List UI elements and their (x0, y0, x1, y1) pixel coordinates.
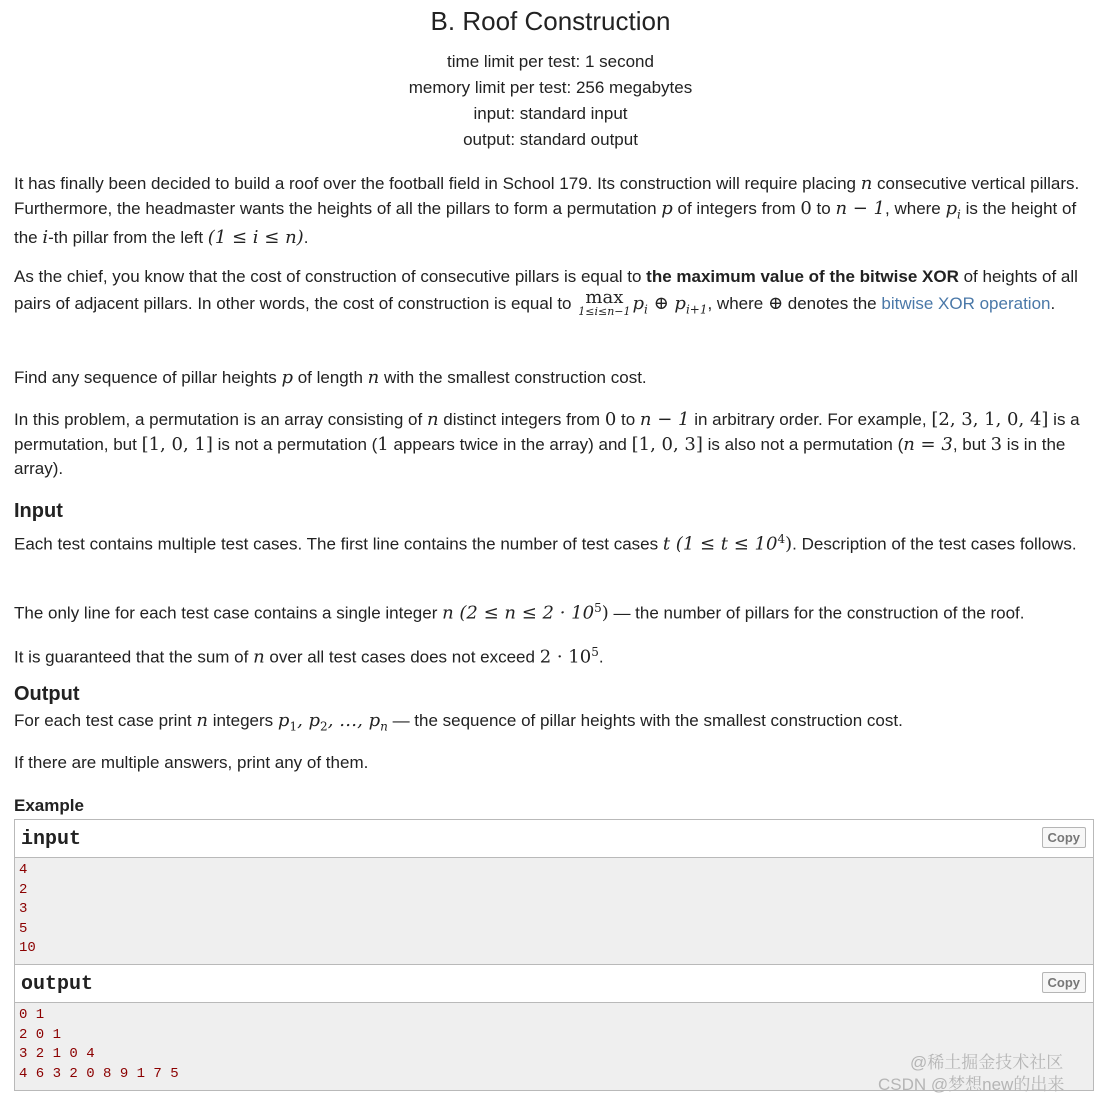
output-line: 2 0 1 (19, 1026, 62, 1043)
example-input-content (15, 858, 1093, 963)
example-input-label: input (21, 828, 82, 851)
bitwise-xor-link[interactable]: bitwise XOR operation (881, 294, 1051, 313)
example-input-header (15, 820, 1093, 858)
problem-title: B. Roof Construction (430, 6, 671, 36)
output-line: 3 2 1 0 4 (19, 1046, 95, 1062)
example-output-label: output (21, 973, 94, 996)
memory-limit: memory limit per test: 256 megabytes (408, 78, 693, 97)
watermark-csdn: CSDN @梦想new的出来 (878, 1075, 1065, 1094)
time-limit: time limit per test: 1 second (447, 52, 654, 71)
statement-paragraph-2: As the chief, you know that the cost of construction of consecutive pillars is equal to the maximum value of the bitwise XOR of heights of all pairs of adjacent pillars. In other words, the cost of construction is equal to max 1≤i≤n−1 $p_i$ ⊕ $p_{i+1}$, where ⊕ denotes the bitwise XOR operation. (14, 267, 1078, 318)
copy-output-button[interactable]: Copy (1042, 972, 1087, 993)
input-line: 2 (19, 881, 28, 898)
input-paragraph-1: Each test contains multiple test cases. The first line contains the number of test cases t $(1 \le t \le 10^4)$. Description of the test cases follows. (14, 532, 1077, 555)
input-spec: input: standard input (473, 104, 628, 123)
example-input-box (14, 819, 1094, 965)
statement-paragraph-1: It has finally been decided to build a roof over the football field in School 179. Its construction will require placing n consecutive vertical pillars. Furthermore, the headmaster wants the heights of all the pillars to form a permutation p of integers from 0 to n − 1, where $p_i$ is the height of the i-th pillar from the left (1 ≤ i ≤ n). (14, 173, 1080, 249)
output-spec: output: standard output (463, 130, 638, 149)
output-paragraph-1: For each test case print n integers $p_1$, $p_2$, …, $p_n$ — the sequence of pillar heights with the smallest construction cost. (14, 710, 903, 734)
input-paragraph-3: It is guaranteed that the sum of n over all test cases does not exceed $2 \cdot 10^5$. (14, 645, 604, 668)
input-line: 10 (19, 940, 36, 956)
input-paragraph-2: The only line for each test case contains a single integer n $(2 \le n \le 2 \cdot 10^5)$ — the number of pillars for the construction of the roof. (14, 601, 1025, 624)
example-title: Example (14, 796, 84, 815)
output-line: 0 1 (19, 1007, 45, 1023)
input-line: 4 (19, 862, 28, 878)
max-operator: max 1≤i≤n−1 (578, 286, 631, 318)
output-line: 4 6 3 2 0 8 9 1 7 5 (19, 1065, 179, 1082)
statement-paragraph-4: In this problem, a permutation is an array consisting of n distinct integers from 0 to n − 1 in arbitrary order. For example, [2, 3, 1, 0, 4] is a permutation, but [1, 0, 1] is not a permutation (1 appears twice in the array) and [1, 0, 3] is also not a permutation (n = 3, but 3 is in the array). (14, 409, 1080, 478)
statement-paragraph-3: Find any sequence of pillar heights p of length n with the smallest construction cost. (14, 367, 647, 388)
copy-input-button[interactable]: Copy (1042, 827, 1087, 848)
output-heading: Output (14, 683, 80, 705)
output-paragraph-2: If there are multiple answers, print any of them. (14, 753, 369, 772)
input-line: 3 (19, 901, 28, 917)
watermark-juejin: @稀土掘金技术社区 (910, 1053, 1064, 1072)
input-heading: Input (14, 500, 63, 522)
input-line: 5 (19, 920, 28, 937)
example-output-header (15, 965, 1093, 1003)
